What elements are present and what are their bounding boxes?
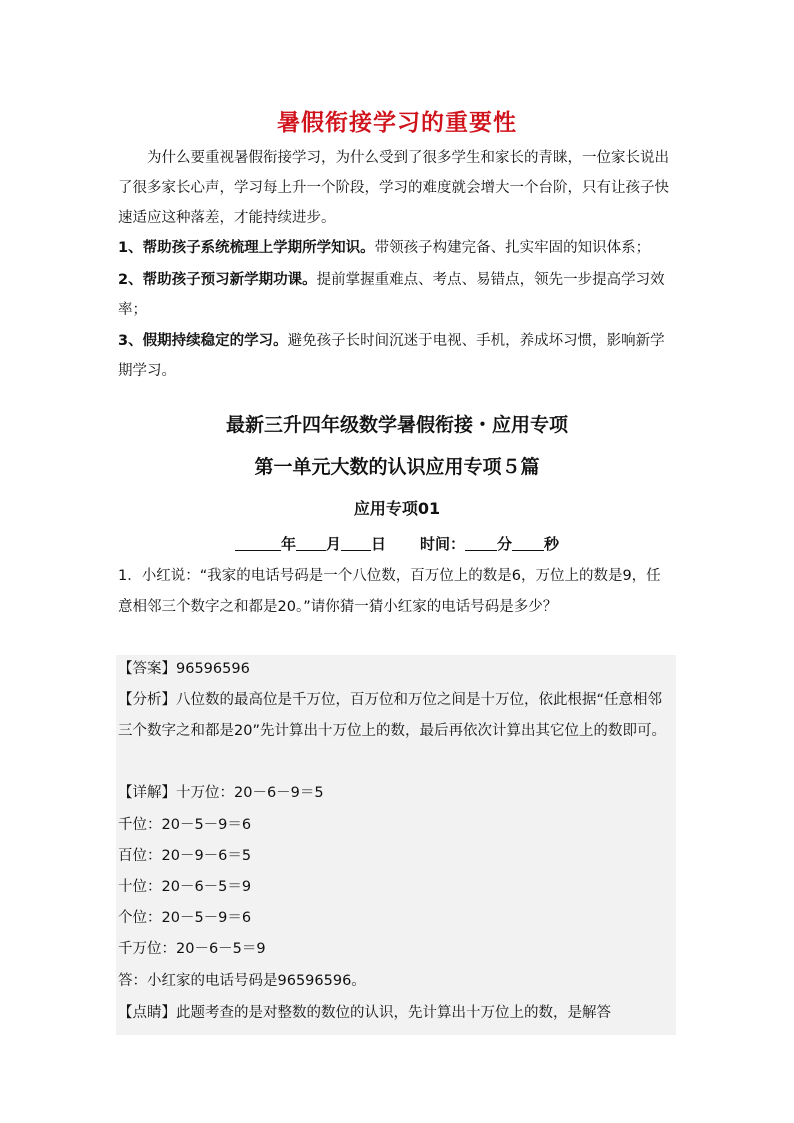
comment-line: 【点睛】此题考查的是对整数的数位的认识，先计算出十万位上的数，是解答	[118, 1005, 611, 1021]
benefit-point-2-bold: 2、帮助孩子预习新学期功课。	[118, 272, 317, 288]
second-blank[interactable]	[512, 536, 544, 551]
detail-line-4: 十位：20－6－5＝9	[118, 879, 252, 895]
time-label: 时间：	[420, 535, 466, 553]
section-heading-topic: 应用专项01	[353, 499, 441, 518]
day-label: 日	[370, 535, 386, 553]
date-time-line	[0, 533, 794, 554]
minute-label: 分	[497, 535, 513, 553]
second-label: 秒	[544, 535, 560, 553]
answer-line: 【答案】96596596	[118, 661, 250, 677]
detail-line-3: 百位：20－9－6＝5	[118, 848, 252, 864]
answer-conclusion: 答：小红家的电话号码是96596596。	[118, 973, 366, 989]
month-blank[interactable]	[296, 536, 326, 551]
section-heading-unit: 第一单元大数的认识应用专项５篇	[254, 456, 540, 478]
month-label: 月	[325, 535, 341, 553]
benefit-point-3	[118, 326, 673, 386]
day-blank[interactable]	[341, 536, 371, 551]
detail-line-2: 千位：20－5－9＝6	[118, 817, 252, 833]
intro-paragraph: 为什么要重视暑假衔接学习，为什么受到了很多学生和家长的青睐，一位家长说出了很多家长心声，学习每上升一个阶段，学习的难度就会增大一个台阶，只有让孩子快速适应这种落差，才能持续进步。	[118, 150, 669, 226]
benefit-point-1-text: 带领孩子构建完备、扎实牢固的知识体系；	[374, 240, 651, 256]
benefit-point-2-text: 提前掌握重难点、考点、易错点，领先一步提高学习效率；	[118, 272, 665, 318]
question-text: 1．小红说：“我家的电话号码是一个八位数，百万位上的数是6，万位上的数是9，任意相邻三个数字之和都是20。”请你猜一猜小红家的电话号码是多少？	[118, 568, 661, 615]
benefit-point-3-bold: 3、假期持续稳定的学习。	[118, 333, 288, 349]
detail-line-1: 【详解】十万位：20－6－9＝5	[118, 785, 324, 801]
detail-line-6: 千万位：20－6－5＝9	[118, 941, 266, 957]
benefit-point-1	[118, 233, 673, 263]
detail-line-5: 个位：20－5－9＝6	[118, 910, 252, 926]
section-heading-main: 最新三升四年级数学暑假衔接・应用专项	[225, 414, 568, 436]
minute-blank[interactable]	[465, 536, 497, 551]
benefit-point-1-bold: 1、帮助孩子系统梳理上学期所学知识。	[118, 240, 375, 256]
year-label: 年	[280, 535, 296, 553]
page-title: 暑假衔接学习的重要性	[277, 110, 517, 136]
benefit-point-3-text: 避免孩子长时间沉迷于电视、手机，养成坏习惯，影响新学期学习。	[118, 333, 665, 379]
benefit-point-2	[118, 265, 673, 325]
year-blank[interactable]	[235, 536, 281, 551]
analysis-paragraph: 【分析】八位数的最高位是千万位，百万位和万位之间是十万位，依此根据“任意相邻三个数字之和都是20”先计算出十万位上的数，最后再依次计算出其它位上的数即可。	[118, 692, 666, 739]
